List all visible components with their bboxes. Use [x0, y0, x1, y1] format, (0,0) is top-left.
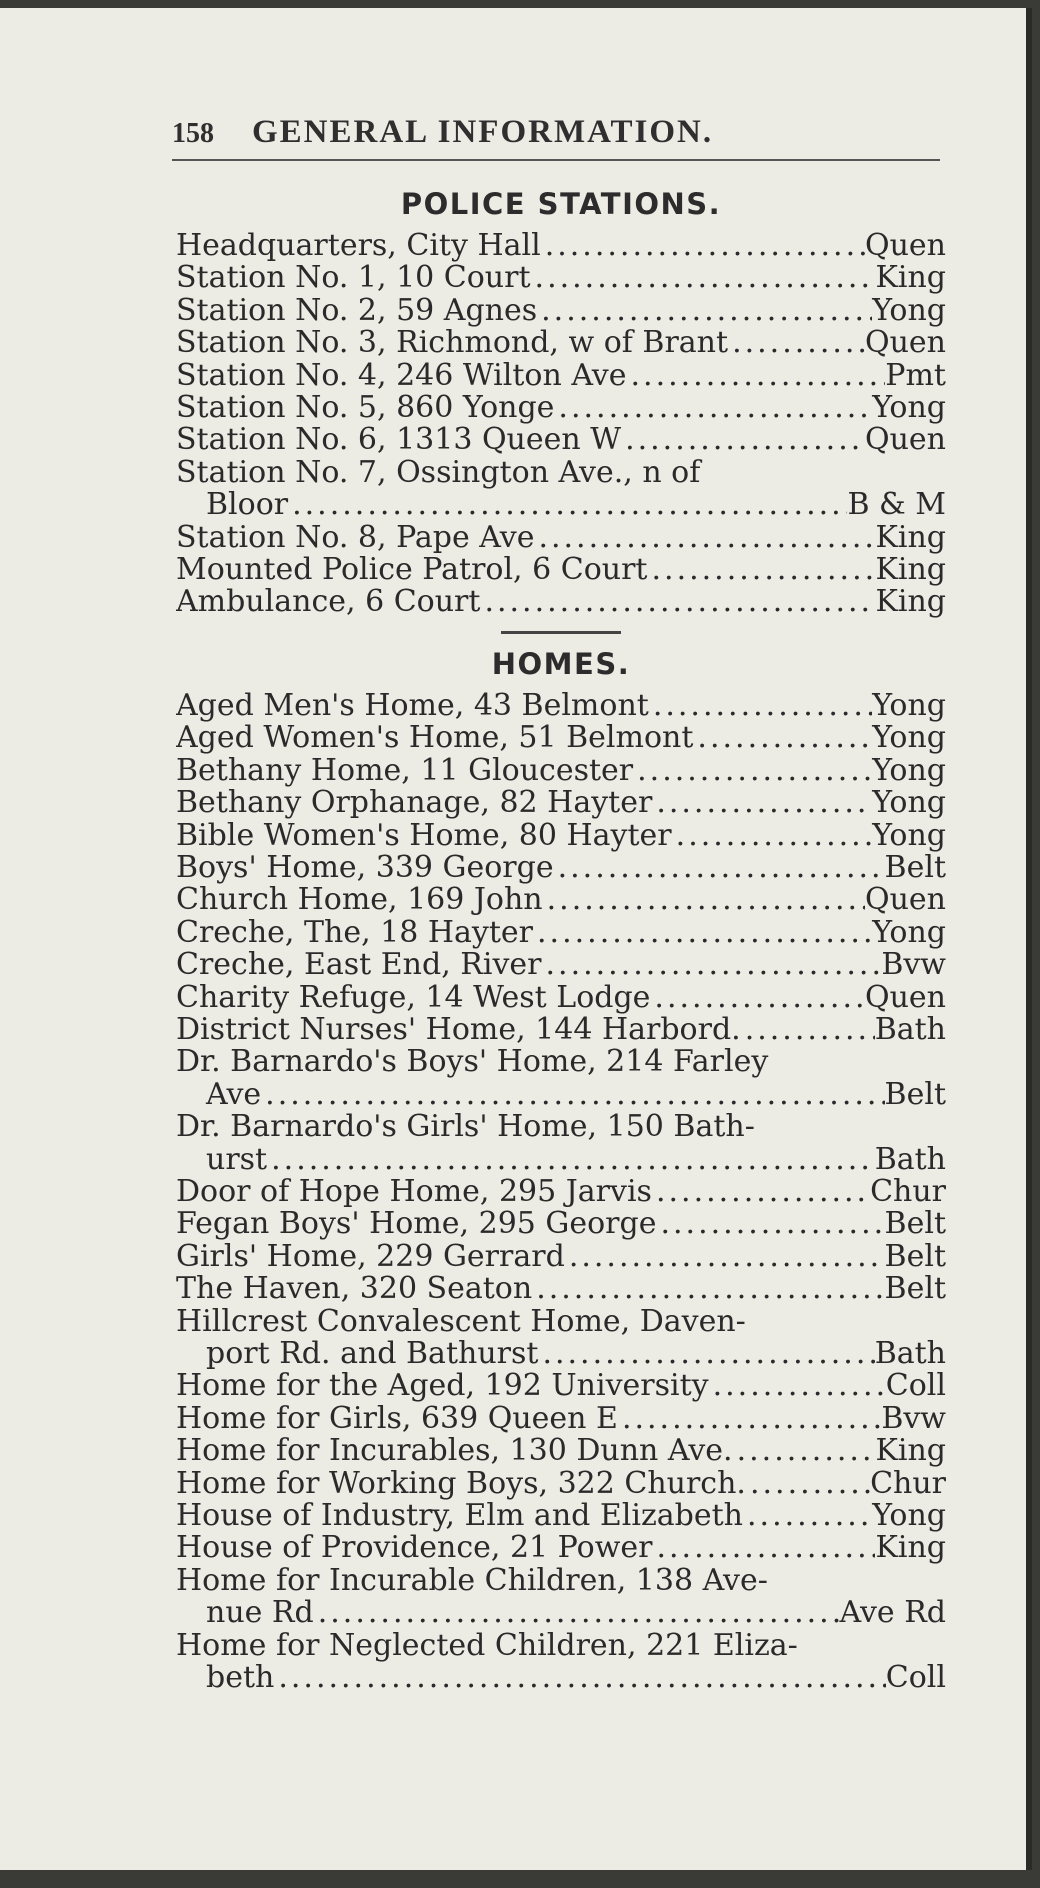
entry-name: Station No. 6, 1313 Queen W: [176, 424, 622, 457]
leader-dots: [543, 884, 865, 916]
list-item: [176, 1176, 946, 1208]
entry-district: Quen: [865, 230, 946, 263]
leader-dots: [648, 554, 876, 586]
entry-name: Door of Hope Home, 295 Jarvis: [176, 1175, 652, 1209]
leader-dots: [261, 1079, 884, 1111]
entry-name: Home for Girls, 639 Queen E: [176, 1402, 618, 1436]
entry-district: King: [875, 1435, 946, 1468]
list-item: [176, 554, 946, 586]
entry-district: B & M: [847, 487, 946, 522]
list-item: [176, 327, 946, 359]
entry-name: Station No. 4, 246 Wilton Ave: [176, 359, 627, 393]
entry-district: Belt: [884, 851, 946, 885]
list-item: [176, 1500, 946, 1532]
leader-dots: [542, 949, 882, 981]
entry-name: Station No. 2, 59 Agnes: [176, 294, 538, 328]
homes-section-title: HOMES.: [491, 646, 631, 681]
page-number: 158: [172, 118, 214, 149]
leader-dots: [649, 690, 872, 722]
document-page: [0, 8, 1032, 1870]
list-item: [176, 1435, 946, 1467]
entry-name: Creche, The, 18 Hayter: [176, 916, 534, 950]
leader-dots: [534, 522, 875, 554]
list-item: [176, 787, 946, 819]
list-item: [176, 917, 946, 949]
leader-dots: [693, 722, 872, 754]
entry-name: Station No. 5, 860 Yonge: [176, 392, 555, 425]
entry-continuation: nue Rd: [206, 1595, 314, 1630]
leader-dots: [627, 360, 886, 392]
leader-dots: [554, 392, 872, 424]
entry-district: Pmt: [885, 359, 946, 393]
leader-dots: [533, 917, 872, 949]
entry-district: Coll: [885, 1660, 946, 1695]
list-item: [176, 392, 946, 424]
police-list: [176, 230, 946, 619]
list-item: [176, 1468, 946, 1500]
leader-dots: [652, 1532, 875, 1564]
leader-dots: [267, 1144, 875, 1176]
entry-district: Bath: [874, 1336, 946, 1371]
entry-district: Bath: [874, 1013, 946, 1047]
leader-dots: [618, 1403, 881, 1435]
entry-continuation: Bloor: [206, 487, 289, 522]
leader-dots: [743, 1500, 872, 1532]
leader-dots: [532, 1273, 884, 1305]
entry-name: Charity Refuge, 14 West Lodge: [176, 981, 651, 1014]
entry-name: Home for Incurables, 130 Dunn Ave.: [176, 1435, 733, 1468]
entry-name: Bethany Home, 11 Gloucester: [176, 754, 634, 788]
entry-continuation: urst: [206, 1141, 268, 1176]
entry-continuation: beth: [206, 1660, 275, 1695]
entry-district: King: [875, 1532, 946, 1565]
entry-district: Yong: [872, 722, 946, 755]
leader-dots: [746, 1468, 870, 1500]
entry-name: Boys' Home, 339 George: [176, 851, 554, 885]
entry-district: Quen: [865, 884, 946, 917]
entry-district: Yong: [872, 916, 946, 950]
entry-district: Quen: [865, 424, 946, 457]
entry-name: Dr. Barnardo's Boys' Home, 214 Farley: [176, 1046, 769, 1080]
list-item: [176, 852, 946, 884]
entry-district: King: [875, 262, 946, 295]
entry-name: House of Industry, Elm and Elizabeth: [176, 1500, 743, 1533]
list-item: [176, 884, 946, 916]
entry-district: Yong: [872, 819, 946, 852]
entry-name: Home for Incurable Children, 138 Ave-: [176, 1564, 768, 1598]
entry-continuation: port Rd. and Bathurst: [206, 1336, 539, 1371]
entry-district: Bvw: [881, 949, 946, 982]
entry-district: King: [875, 521, 946, 555]
entry-name: Station No. 1, 10 Court: [176, 262, 531, 295]
entry-name: Station No. 7, Ossington Ave., n of: [176, 456, 701, 490]
leader-dots: [650, 982, 865, 1014]
list-item: [176, 1306, 946, 1371]
page-title: GENERAL INFORMATION.: [252, 114, 714, 150]
entry-district: Coll: [885, 1370, 946, 1403]
list-item: [176, 1532, 946, 1564]
entry-district: Belt: [884, 1240, 946, 1274]
leader-dots: [554, 852, 885, 884]
list-item: [176, 1370, 946, 1402]
list-item: [176, 230, 946, 262]
list-item: [176, 1046, 946, 1111]
leader-dots: [537, 295, 872, 327]
entry-name: Creche, East End, River: [176, 949, 542, 982]
entry-name: The Haven, 320 Seaton: [176, 1273, 533, 1306]
entry-district: Yong: [872, 754, 946, 788]
entry-name: Headquarters, City Hall: [176, 230, 541, 263]
entry-name: Home for Neglected Children, 221 Eliza-: [176, 1629, 798, 1663]
list-item: [176, 262, 946, 294]
leader-dots: [541, 230, 865, 262]
entry-name: Station No. 8, Pape Ave: [176, 521, 535, 555]
entry-name: Hillcrest Convalescent Home, Daven-: [176, 1305, 746, 1339]
entry-district: Yong: [872, 689, 946, 723]
list-item: [176, 982, 946, 1014]
leader-dots: [565, 1241, 885, 1273]
leader-dots: [652, 1176, 870, 1208]
entry-district: Bvw: [881, 1402, 946, 1436]
entry-name: House of Providence, 21 Power: [176, 1532, 653, 1565]
list-item: [176, 360, 946, 392]
entry-name: Home for Working Boys, 322 Church.: [176, 1467, 746, 1501]
police-section-title: POLICE STATIONS.: [400, 187, 722, 221]
leader-dots: [741, 1014, 875, 1046]
list-item: [176, 949, 946, 981]
list-item: [176, 722, 946, 754]
entry-name: Aged Men's Home, 43 Belmont: [176, 689, 649, 723]
entry-name: Mounted Police Patrol, 6 Court: [176, 554, 648, 587]
list-item: [176, 820, 946, 852]
leader-dots: [656, 1208, 884, 1240]
list-item: [176, 1111, 946, 1176]
list-item: [176, 1403, 946, 1435]
entry-name: Home for the Aged, 192 University: [176, 1370, 709, 1403]
list-item: [176, 690, 946, 722]
list-item: [176, 1630, 946, 1695]
list-item: [176, 586, 946, 618]
entry-name: Ambulance, 6 Court: [176, 586, 481, 619]
list-item: [176, 1273, 946, 1305]
entry-name: Fegan Boys' Home, 295 George: [176, 1208, 657, 1241]
homes-list: [176, 690, 946, 1695]
entry-district: Yong: [872, 294, 946, 328]
leader-dots: [733, 1435, 876, 1467]
list-item: [176, 424, 946, 456]
entry-district: Belt: [884, 1076, 946, 1112]
entry-district: King: [875, 554, 946, 587]
list-item: [176, 522, 946, 554]
entry-district: Belt: [884, 1208, 946, 1241]
leader-dots: [652, 787, 872, 819]
entry-district: Belt: [884, 1273, 946, 1306]
entry-district: Ave Rd: [839, 1595, 946, 1630]
list-item: [176, 295, 946, 327]
entry-name: Dr. Barnardo's Girls' Home, 150 Bath-: [176, 1111, 755, 1145]
leader-dots: [480, 586, 875, 618]
leader-dots: [709, 1370, 886, 1402]
entry-district: Bath: [874, 1141, 946, 1176]
list-item: [176, 1208, 946, 1240]
list-item: [176, 1241, 946, 1273]
entry-name: Aged Women's Home, 51 Belmont: [176, 722, 694, 755]
entry-continuation: Ave: [206, 1076, 262, 1112]
entry-district: King: [875, 586, 946, 619]
entry-name: Church Home, 169 John: [176, 884, 543, 917]
entry-district: Yong: [872, 787, 946, 820]
entry-name: Girls' Home, 229 Gerrard: [176, 1240, 565, 1274]
entry-district: Chur: [870, 1175, 946, 1209]
leader-dots: [621, 424, 865, 456]
leader-dots: [274, 1662, 885, 1694]
leader-dots: [633, 755, 872, 787]
entry-district: Chur: [870, 1467, 946, 1501]
leader-dots: [531, 262, 876, 294]
page-content: [176, 184, 946, 1694]
leader-dots: [672, 820, 873, 852]
entry-name: Station No. 3, Richmond, w of Brant: [176, 327, 729, 360]
entry-district: Yong: [872, 1500, 946, 1533]
list-item: [176, 1014, 946, 1046]
entry-name: District Nurses' Home, 144 Harbord.: [176, 1013, 741, 1047]
entry-name: Bible Women's Home, 80 Hayter: [176, 819, 672, 852]
list-item: [176, 1565, 946, 1630]
header-rule: [172, 159, 940, 161]
leader-dots: [538, 1338, 874, 1370]
leader-dots: [288, 489, 847, 521]
page-header: [172, 114, 940, 151]
entry-district: Quen: [865, 327, 946, 360]
section-divider: [501, 631, 621, 634]
entry-name: Bethany Orphanage, 82 Hayter: [176, 787, 653, 820]
entry-district: Quen: [865, 981, 946, 1014]
leader-dots: [314, 1597, 840, 1629]
entry-district: Yong: [872, 392, 946, 425]
leader-dots: [728, 327, 865, 359]
list-item: [176, 755, 946, 787]
list-item: [176, 457, 946, 522]
